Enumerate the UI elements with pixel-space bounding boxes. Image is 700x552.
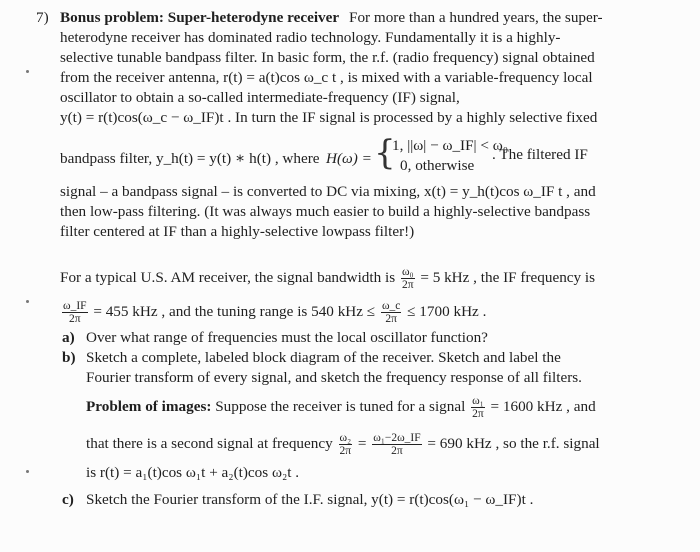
part-b-continuation: Fourier transform of every signal, and sketch the frequency response of all filters. bbox=[86, 369, 582, 386]
typical-line-1 bbox=[60, 266, 595, 291]
margin-dot bbox=[26, 300, 29, 303]
h-after: . The filtered IF bbox=[492, 146, 588, 163]
part-b-text: Sketch a complete, labeled block diagram of the receiver. Sketch and label the bbox=[86, 349, 561, 366]
typical-line-2 bbox=[60, 300, 486, 325]
omega2-fraction: $\frac{\text{ω₂}}{2\pi}$ bbox=[339, 432, 352, 457]
intro-line-4: from the receiver antenna, r(t) = a(t)cos ω_c t , is mixed with a variable-frequency local bbox=[60, 69, 593, 86]
typical-text-b: = 5 kHz , the IF frequency is bbox=[420, 268, 596, 286]
intro-line-5: oscillator to obtain a so-called intermediate-frequency (IF) signal, bbox=[60, 89, 460, 106]
intro-line-6: y(t) = r(t)cos(ω_c − ω_IF)t . In turn the IF signal is processed by a highly selective fixed bbox=[60, 109, 598, 126]
bandpass-line: bandpass filter, y_h(t) = y(t) ∗ h(t) , where bbox=[60, 150, 320, 167]
typical-text-a: For a typical U.S. AM receiver, the signal bandwidth is bbox=[60, 268, 396, 286]
part-a-text: Over what range of frequencies must the local oscillator function? bbox=[86, 329, 488, 346]
part-b-label: b) bbox=[62, 349, 76, 366]
intro-line-9: then low-pass filtering. (It was always much easier to build a highly-selective bandpass bbox=[60, 203, 591, 220]
images-eq: = bbox=[357, 434, 367, 452]
margin-dot bbox=[26, 70, 29, 73]
images-text-c: that there is a second signal at frequency bbox=[86, 434, 333, 452]
images-text-d: = 690 kHz , so the r.f. signal bbox=[427, 434, 600, 452]
images-text-a: Suppose the receiver is tuned for a signal bbox=[215, 397, 466, 415]
part-c-text: Sketch the Fourier transform of the I.F. signal, y(t) = r(t)cos(ω₁ − ω_IF)t . bbox=[86, 491, 534, 508]
images-heading: Problem of images: bbox=[86, 397, 212, 415]
intro-line-1: For more than a hundred years, the super- bbox=[349, 9, 603, 26]
h-lhs: H(ω) = bbox=[326, 150, 372, 167]
part-a-label: a) bbox=[62, 329, 75, 346]
problem-number: 7) bbox=[36, 9, 49, 26]
omega1-fraction: $\frac{\text{ω₁}}{2\pi}$ bbox=[472, 395, 484, 420]
cases-brace: { bbox=[374, 133, 396, 173]
carrier-fraction: $\frac{\omega\_c}{2\pi}$ bbox=[381, 300, 401, 325]
intro-line-2: heterodyne receiver has dominated radio technology. Fundamentally it is a highly- bbox=[60, 29, 561, 46]
intro-line-3: selective tunable bandpass filter. In basic form, the r.f. (radio frequency) signal obtained bbox=[60, 49, 595, 66]
typical-text-c: = 455 kHz , and the tuning range is 540 kHz ≤ bbox=[93, 302, 376, 320]
h-case-1: 1, ||ω| − ω_IF| < ω₀ bbox=[392, 137, 509, 154]
images-line-1 bbox=[86, 395, 596, 420]
images-line-2 bbox=[86, 432, 600, 457]
images-line-3: is r(t) = a₁(t)cos ω₁t + a₂(t)cos ω₂t . bbox=[86, 464, 300, 481]
typical-text-d: ≤ 1700 kHz . bbox=[407, 302, 487, 320]
bandwidth-fraction: $\frac{\text{ω₀}}{2\pi}$ bbox=[401, 266, 414, 291]
part-c-label: c) bbox=[62, 491, 74, 508]
if-fraction: $\frac{\omega\_IF}{2\pi}$ bbox=[63, 300, 87, 325]
h-case-2: 0, otherwise bbox=[400, 157, 475, 174]
margin-dot bbox=[26, 470, 29, 473]
intro-line-8: signal – a bandpass signal – is converted to DC via mixing, x(t) = y_h(t)cos ω_IF t , and bbox=[60, 183, 596, 200]
intro-line-10: filter centered at IF than a highly-selective lowpass filter!) bbox=[60, 223, 415, 240]
images-text-b: = 1600 kHz , and bbox=[490, 397, 596, 415]
image-fraction: $\frac{\text{ω₁−2ω\_IF}}{2\pi}$ bbox=[373, 432, 421, 457]
problem-title: Bonus problem: Super-heterodyne receiver bbox=[60, 9, 340, 26]
